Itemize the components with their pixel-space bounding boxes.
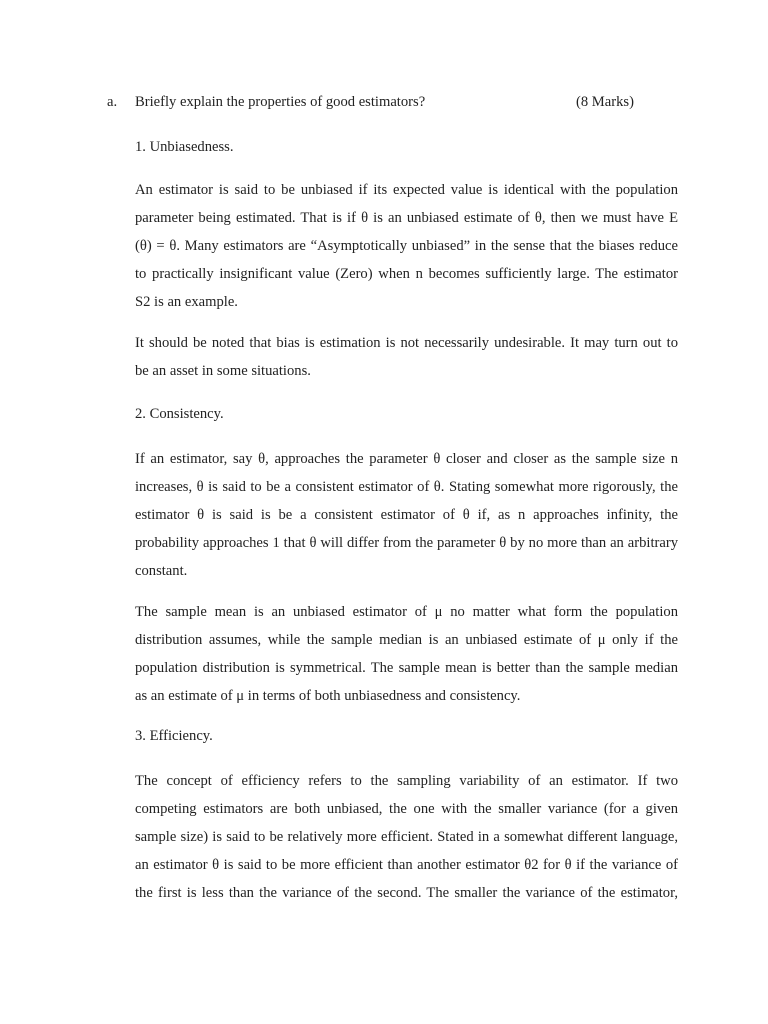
heading-text: 3. Efficiency. — [135, 728, 213, 744]
text-line: be an asset in some situations. — [135, 363, 311, 379]
text-line: sample size) is said to be relatively more efficient. Stated in a somewhat different language, — [135, 829, 678, 845]
text-line: population distribution is symmetrical. The sample mean is better than the sample median — [135, 660, 678, 676]
text-line: to practically insignificant value (Zero) when n becomes sufficiently large. The estimator — [135, 266, 678, 282]
text-line: distribution assumes, while the sample median is an unbiased estimate of μ only if the — [135, 632, 678, 648]
question-marks: (8 Marks) — [576, 94, 634, 110]
paragraph — [135, 445, 678, 585]
text-line: The concept of efficiency refers to the sampling variability of an estimator. If two — [135, 773, 678, 789]
paragraph — [135, 329, 678, 385]
text-line: If an estimator, say θ, approaches the parameter θ closer and closer as the sample size n — [135, 451, 678, 467]
text-line: It should be noted that bias is estimation is not necessarily undesirable. It may turn out to — [135, 335, 678, 351]
question-text: Briefly explain the properties of good estimators? — [135, 94, 426, 110]
text-line: constant. — [135, 563, 188, 579]
text-line: competing estimators are both unbiased, the one with the smaller variance (for a given — [135, 801, 678, 817]
question-letter: a. — [107, 94, 118, 110]
paragraph — [135, 176, 678, 316]
text-line: as an estimate of μ in terms of both unbiasedness and consistency. — [135, 688, 521, 704]
text-line: parameter being estimated. That is if θ is an unbiased estimate of θ, then we must have E — [135, 210, 678, 226]
section-heading-consistency — [135, 400, 678, 428]
text-line: (θ) = θ. Many estimators are “Asymptotically unbiased” in the sense that the biases reduce — [135, 238, 678, 254]
section-heading-unbiasedness — [135, 133, 678, 161]
text-line: probability approaches 1 that θ will differ from the parameter θ by no more than an arbitrary — [135, 535, 678, 551]
paragraph — [135, 767, 678, 907]
text-line: estimator θ is said is be a consistent estimator of θ if, as n approaches infinity, the — [135, 507, 678, 523]
text-line: S2 is an example. — [135, 294, 238, 310]
text-line: increases, θ is said to be a consistent estimator of θ. Stating somewhat more rigorously, the — [135, 479, 678, 495]
text-line: The sample mean is an unbiased estimator of μ no matter what form the population — [135, 604, 678, 620]
section-heading-efficiency — [135, 722, 678, 750]
text-line: An estimator is said to be unbiased if its expected value is identical with the population — [135, 182, 678, 198]
paragraph — [135, 598, 678, 710]
heading-text: 1. Unbiasedness. — [135, 139, 234, 155]
text-line: the first is less than the variance of the second. The smaller the variance of the estimator, — [135, 885, 678, 901]
text-line: an estimator θ is said to be more efficient than another estimator θ2 for θ if the variance of — [135, 857, 678, 873]
heading-text: 2. Consistency. — [135, 406, 224, 422]
